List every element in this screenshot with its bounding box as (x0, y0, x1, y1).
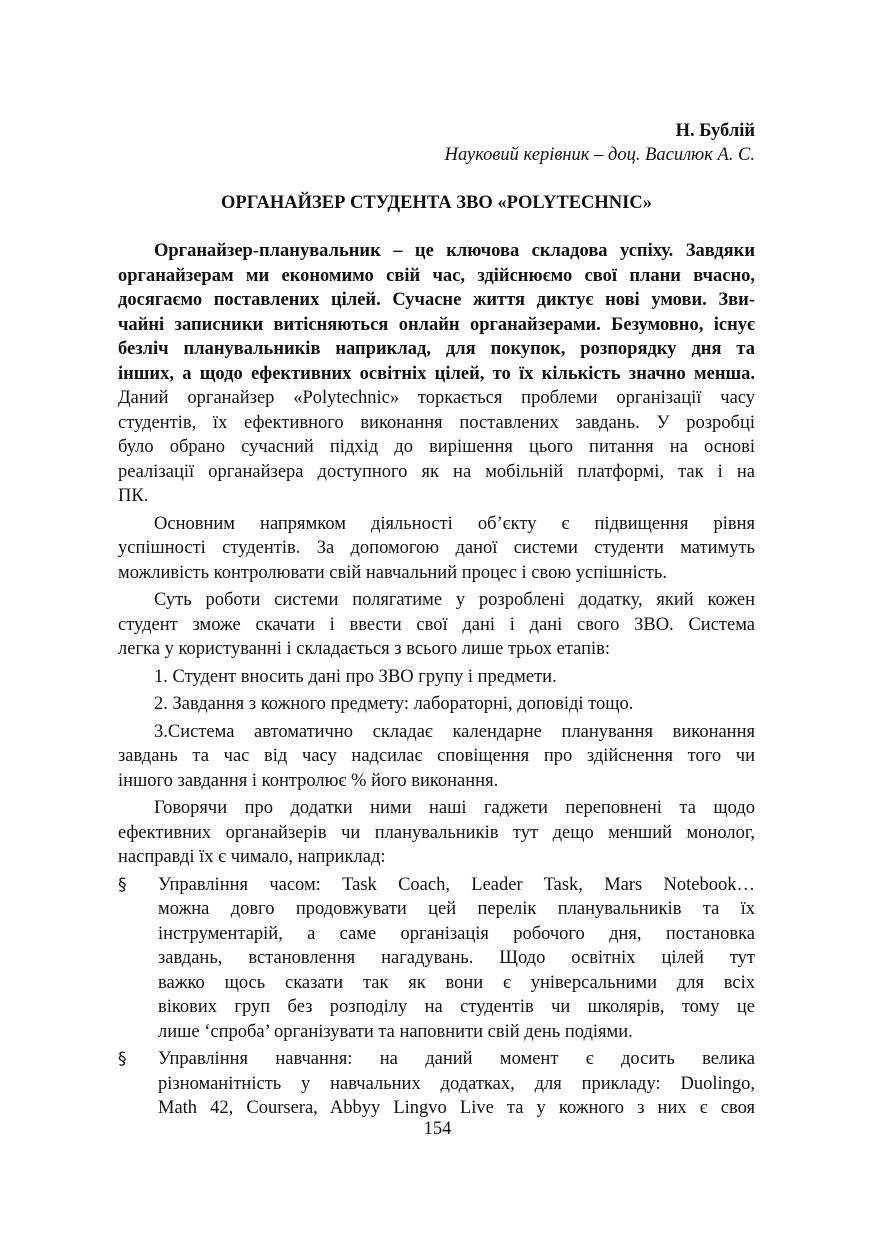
text-line: безліч планувальників наприклад, для покупок, розпорядку дня та (118, 339, 755, 359)
text-line: можна довго продовжувати цей перелік планувальників та їх (158, 899, 755, 919)
intro-paragraph-continued (118, 386, 755, 509)
direction-paragraph (118, 512, 755, 586)
author-name: Н. Бублій (675, 121, 755, 141)
text-line: важко щось сказати так як вони є універсальними для всіх (158, 972, 755, 993)
text-line: досягаємо поставлених цілей. Сучасне життя диктує нові умови. Зви- (118, 290, 755, 310)
text-line: вікових груп без розподілу на студентів чи школярів, тому це (158, 997, 755, 1017)
step-1 (118, 665, 755, 690)
text-line: 3.Система автоматично складає календарне планування виконання (154, 721, 755, 742)
text-line: Органайзер-планувальник – це ключова складова успіху. Завдяки (154, 241, 755, 261)
intro-paragraph (118, 239, 755, 386)
system-essence-paragraph (118, 588, 755, 662)
article-title: ОРГАНАЙЗЕР СТУДЕНТА ЗВО «POLYTECHNIC» (221, 193, 652, 213)
text-line: успішності студентів. За допомогою даної системи студенти матимуть (118, 538, 755, 558)
text-line: було обрано сучасний підхід до вирішення цього питання на основі (118, 437, 755, 457)
bullet-item-time-management (118, 873, 755, 1045)
text-line: студентів, їх ефективного виконання поставлених завдань. У розробці (118, 412, 755, 433)
text-line (118, 873, 755, 898)
article-body (118, 239, 755, 1121)
text-line: насправді їх є чимало, наприклад: (118, 847, 386, 867)
text-line: завдань, встановлення нагадувань. Щодо освітніх цілей тут (158, 948, 755, 968)
text-line: Суть роботи системи полягатиме у розроблені додатку, який кожен (154, 590, 755, 610)
text-line: можливість контролювати свій навчальний процес і свою успішність. (118, 562, 667, 583)
text-line: студент зможе скачати і ввести свої дані і дані свого ЗВО. Система (118, 614, 755, 635)
text-line: різноманітність у навчальних додатках, для прикладу: Duolingo, (158, 1073, 755, 1094)
bullet-item-learning-management (118, 1047, 755, 1121)
text-line: Говорячи про додатки ними наші гаджети переповнені та щодо (154, 798, 755, 818)
text-line: іншого завдання і контролює % його виконання. (118, 770, 499, 791)
text-line (118, 1047, 755, 1072)
text-line: Даний органайзер «Polytechnic» торкається проблеми організації часу (118, 388, 755, 408)
supervisor-line: Науковий керівник – доц. Василюк А. С. (444, 145, 755, 165)
text-line: реалізації органайзера доступного як на мобільній платформі, так і на (118, 461, 755, 482)
text-line: ефективних органайзерів чи планувальників тут дещо менший монолог, (118, 822, 755, 843)
step-2 (118, 692, 755, 717)
text-line: Основним напрямком діяльності об’єкту є підвищення рівня (154, 513, 755, 534)
text-line-content: Управління навчання: на даний момент є досить велика (158, 1049, 755, 1069)
text-line-content: Управління часом: Task Coach, Leader Task, Mars Notebook… (158, 874, 755, 895)
text-line: 2. Завдання з кожного предмету: лабораторні, доповіді тощо. (154, 694, 634, 714)
text-line: завдань та час від часу надсилає сповіщення про здійснення того чи (118, 746, 755, 766)
page-number: 154 (423, 1119, 452, 1139)
text-line: інших, а щодо ефективних освітніх цілей, то їх кількість значно менша. (118, 363, 755, 384)
section-sign-icon: § (118, 1049, 127, 1069)
text-line: ПК. (118, 486, 149, 506)
text-line: органайзерам ми економимо свій час, здійснюємо свої плани вчасно, (118, 265, 755, 286)
section-sign-icon: § (118, 874, 127, 895)
apps-paragraph (118, 796, 755, 870)
text-line: інструментарій, а саме організація робочого дня, постановка (158, 923, 755, 944)
step-3 (118, 720, 755, 794)
text-line: чайні записники витісняються онлайн органайзерами. Безумовно, існує (118, 314, 755, 335)
text-line: Math 42, Coursera, Abbyy Lingvo Live та у кожного з них є своя (158, 1098, 755, 1118)
text-line: 1. Студент вносить дані про ЗВО групу і предмети. (154, 666, 557, 687)
text-line: лише ‘спроба’ організувати та наповнити свій день подіями. (158, 1021, 633, 1042)
text-line: легка у користуванні і складається з всього лише трьох етапів: (118, 639, 611, 659)
